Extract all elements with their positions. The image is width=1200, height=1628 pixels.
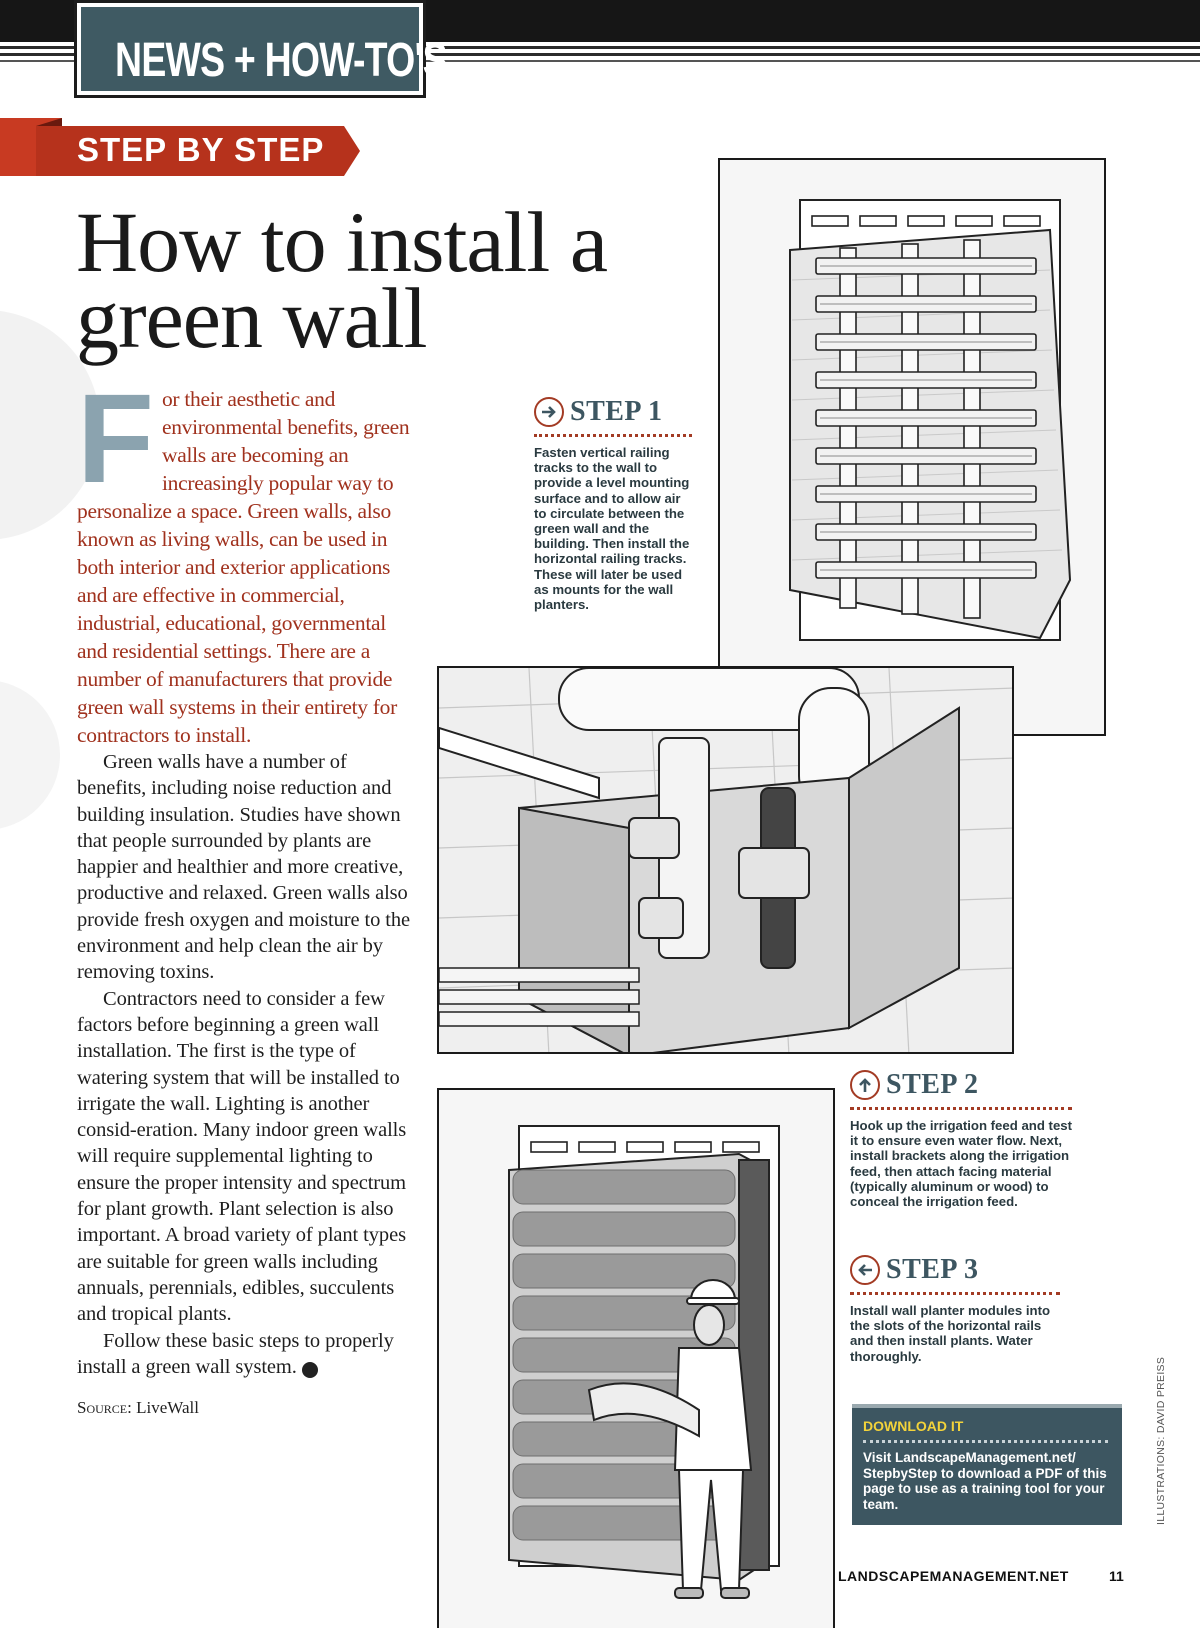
- body-paragraph: Green walls have a number of benefits, including noise reduction and building insulation. Studies have shown that people surrounded by plants are happier and healthier and more creative, productive and relaxed. Green walls also provide fresh oxygen and moisture to the environment and help clean the air by removing toxins.: [77, 751, 411, 984]
- step-1-text: Fasten vertical railing tracks to the wall to provide a level mounting surface and to allow air to circulate between the green wall and the building. Then install the horizontal railing tracks. These will later be used as mounts for the wall planters.: [534, 445, 690, 613]
- dotted-divider: [850, 1107, 1072, 1110]
- download-box[interactable]: [852, 1404, 1122, 1525]
- step-3-text: Install wall planter modules into the slots of the horizontal rails and then install plants. Water thoroughly.: [850, 1303, 1051, 1364]
- illustration-step-3: [437, 1088, 835, 1628]
- headline: How to install a green wall: [76, 194, 607, 366]
- source-line: [77, 1398, 417, 1418]
- download-title: DOWNLOAD IT: [863, 1418, 964, 1434]
- dotted-divider: [850, 1292, 1060, 1295]
- dotted-divider: [534, 434, 692, 437]
- lead-paragraph: or their aesthetic and environmental benefits, green walls are becoming an increasingly popular way to personalize a space. Green walls, also known as living walls, can be used in both interior and exterior applications and are effective in commercial, industrial, educational, governmental and residential settings. There are a number of manufacturers that provide green wall systems in their entirety for contractors to install.: [77, 387, 410, 747]
- article-body: [77, 368, 417, 1418]
- step-1-title: STEP 1: [570, 396, 663, 427]
- dropcap: F: [77, 368, 154, 509]
- end-mark-icon: LM: [302, 1362, 318, 1378]
- step-2-callout: [850, 1066, 1072, 1209]
- page-number: 11: [1109, 1568, 1124, 1584]
- arrow-right-icon: [534, 397, 564, 427]
- arrow-left-icon: [850, 1255, 880, 1285]
- step-3-header: [850, 1251, 1060, 1289]
- step-1-callout: [534, 393, 692, 612]
- illustration-step-1: [718, 158, 1106, 736]
- section-tab-label: NEWS + HOW-TO'S: [115, 34, 447, 87]
- download-text[interactable]: Visit LandscapeManagement.net/ StepbyStep to download a PDF of this page to use as a training tool for your team.: [863, 1450, 1107, 1512]
- body-paragraph-text: Follow these basic steps to properly install a green wall system.: [77, 1329, 394, 1378]
- dotted-divider: [863, 1440, 1108, 1443]
- body-paragraph: [77, 1328, 417, 1381]
- section-tab: [74, 0, 447, 98]
- arrow-up-icon: [850, 1070, 880, 1100]
- illustration-step-2: [437, 666, 1014, 1054]
- kicker-label: STEP BY STEP: [77, 131, 325, 168]
- step-2-title: STEP 2: [886, 1069, 979, 1100]
- body-paragraph: Contractors need to consider a few factors before beginning a green wall installation. The first is the type of watering system that will be installed to irrigate the wall. Lighting is another consid-eration. Many indoor green walls will require supplemental lighting to ensure the proper intensity and spectrum for plant growth. Plant selection is also important. A broad variety of plant types are suitable for green walls including annuals, perennials, edibles, succulents and tropical plants.: [77, 987, 407, 1326]
- planted-wall-drawing: [439, 1090, 835, 1628]
- rails-drawing: [720, 160, 1106, 736]
- kicker-ribbon: [0, 118, 360, 172]
- irrigation-drawing: [439, 668, 1014, 1054]
- step-2-header: [850, 1066, 1072, 1104]
- step-1-header: [534, 393, 692, 431]
- footer-site[interactable]: LANDSCAPEMANAGEMENT.NET: [838, 1568, 1069, 1584]
- background-circle: [0, 680, 60, 830]
- source-value: LiveWall: [136, 1398, 199, 1418]
- step-2-text: Hook up the irrigation feed and test it to ensure even water flow. Next, install brackets along the irrigation feed, then attach facing material (typically aluminum or wood) to conceal the irrigation feed.: [850, 1118, 1073, 1210]
- step-3-title: STEP 3: [886, 1254, 979, 1285]
- illustration-credit: ILLUSTRATIONS: DAVID PREISS: [1155, 1356, 1167, 1525]
- source-label: Source:: [77, 1398, 132, 1418]
- download-box-bar: [852, 1404, 1122, 1408]
- step-3-callout: [850, 1251, 1060, 1364]
